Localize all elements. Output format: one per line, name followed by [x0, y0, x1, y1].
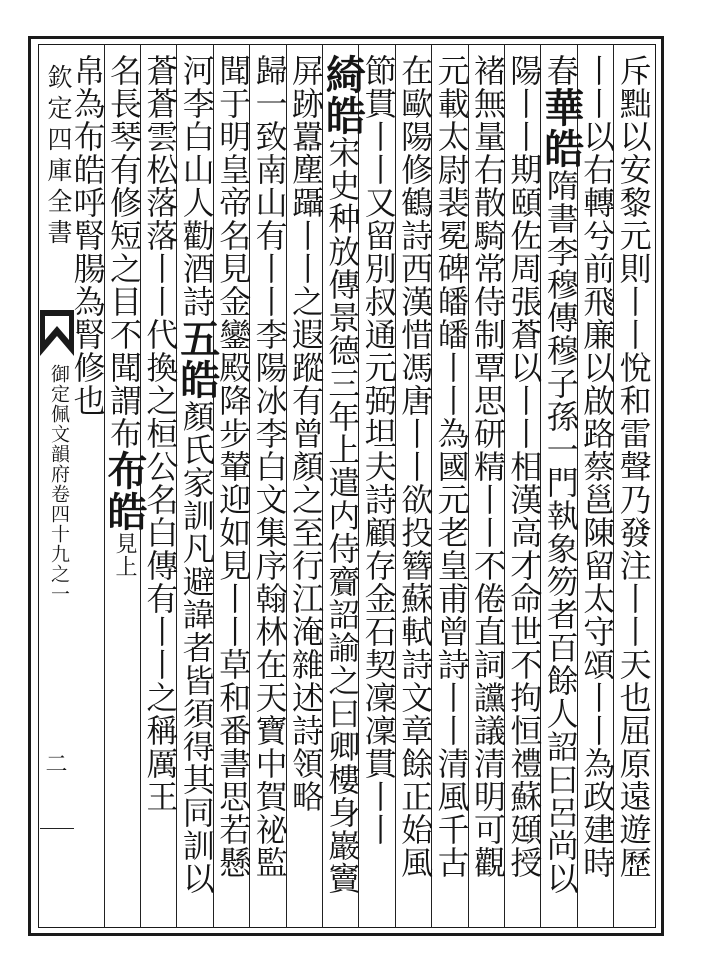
body-text: 名長琴有修短之目不聞謂布: [105, 54, 143, 450]
body-text: 元載太尉裴冕碑皤皤丨丨為國元老皇甫曾詩丨丨清風千古: [432, 54, 471, 879]
text-column: [395, 54, 435, 922]
body-text: 屏跡囂塵躡丨丨之遐蹤有曾顏之至行江淹雜述詩領略: [287, 54, 325, 813]
body-text: 河李白山人勸酒詩: [177, 54, 216, 318]
body-text: 陽丨丨期頤佐周張蒼以丨丨相漢高才命世不拘恒禮蘇頲授: [505, 54, 544, 879]
text-column: [68, 54, 108, 922]
body-text: 隋書李穆傳穆子孫一門執象笏者百餘人詔曰呂尚以: [541, 169, 580, 895]
text-column: [319, 54, 367, 922]
text-column: [432, 54, 472, 922]
text-column: [173, 54, 221, 922]
text-column: [213, 54, 253, 922]
body-text: 顏氏家訓凡避諱者皆須得其同訓以: [177, 400, 216, 895]
body-text: 節貫丨丨又留別叔通元弼坦夫詩顧存金石契凜凜貫丨丨: [359, 54, 398, 846]
entry-headword: 布皓: [101, 450, 148, 532]
page-number: 二: [42, 752, 67, 774]
text-column: [468, 54, 508, 922]
text-column: [537, 54, 585, 922]
entry-headword: 五皓: [173, 318, 221, 400]
entry-headword: 華皓: [537, 87, 585, 169]
volume-label: 御定佩文韻府卷四十九之一: [48, 364, 70, 604]
body-text: 丨丨以右轉兮前飛廉以啟路蔡邕陳留太守頌丨丨為政建時: [578, 54, 617, 879]
body-text: 帛為布皓呼腎腸為腎修也: [68, 54, 107, 417]
text-column: [577, 54, 617, 922]
body-text: 蒼蒼雲松落落丨丨: [141, 54, 180, 318]
body-text: 春: [541, 54, 580, 87]
text-column: [250, 54, 290, 922]
body-text: 在歐陽修鶴詩西漢惜馮唐丨丨欲投簪蘇軾詩文章餘正始風: [396, 54, 435, 879]
body-text: 代換之桓公名白傳有丨丨之稱厲王: [141, 318, 180, 813]
text-column: [614, 54, 654, 922]
body-text: 歸一致南山有丨丨李陽冰李白文集序翰林在天寶中賀祕監: [250, 54, 289, 879]
text-column: [286, 54, 326, 922]
book-title: 欽定四庫全書: [44, 64, 73, 250]
entry-headword: 綺皓: [319, 54, 367, 136]
body-text: 宋史种放傳景德三年上遣内侍齎詔諭之曰卿樓身巖竇: [323, 136, 362, 895]
text-column: [359, 54, 399, 922]
body-text: 褚無量右散騎常侍制覃思研精丨丨不倦直詞讜議清明可觀: [469, 54, 507, 879]
note-text: 見上: [112, 532, 137, 578]
text-column: [101, 54, 148, 922]
text-column: [504, 54, 544, 922]
body-text: 聞于明皇帝名見金鑾殿降步輦迎如見丨丨草和番書思若懸: [214, 54, 253, 879]
body-text: 斥黜以安黎元則丨丨悅和雷聲乃發注丨丨天也屈原遠遊歷: [614, 54, 653, 879]
